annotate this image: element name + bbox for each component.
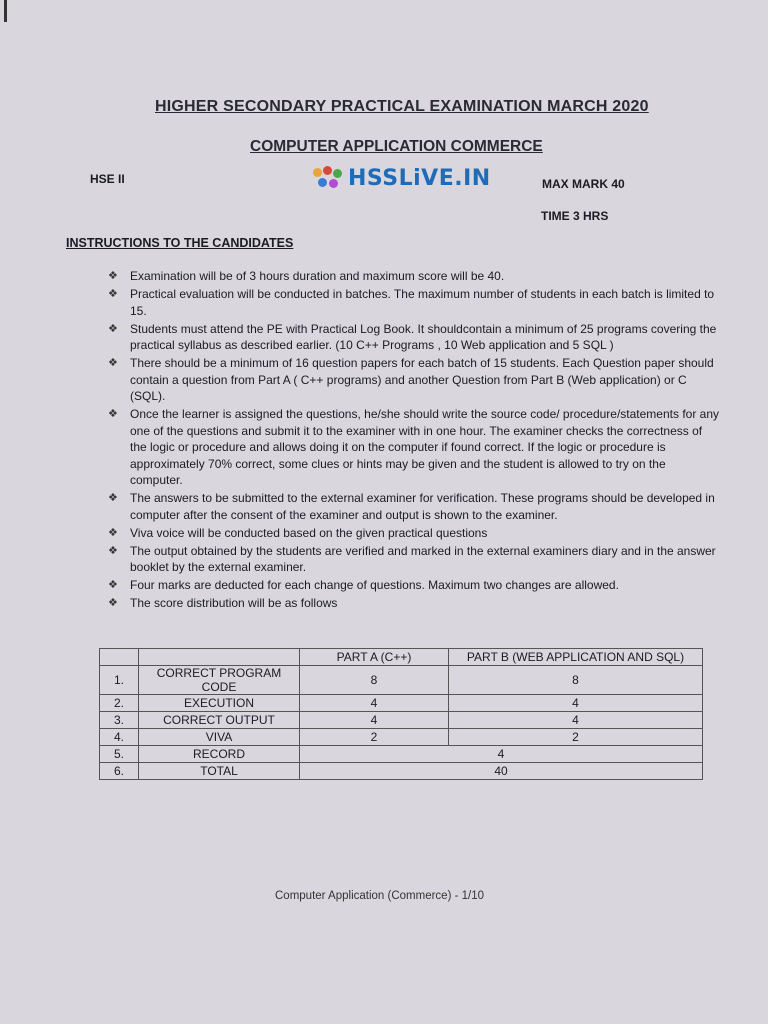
row-criterion: RECORD xyxy=(139,746,300,763)
students-icon xyxy=(312,166,344,190)
instructions-heading: INSTRUCTIONS TO THE CANDIDATES xyxy=(66,236,294,250)
row-part-a: 4 xyxy=(300,695,449,712)
table-row xyxy=(100,712,703,729)
diamond-bullet-icon: ❖ xyxy=(108,492,118,504)
instruction-item: ❖ Examination will be of 3 hours duration and maximum score will be 40. xyxy=(108,269,505,283)
page-footer: Computer Application (Commerce) - 1/10 xyxy=(275,890,484,902)
max-mark: MAX MARK 40 xyxy=(542,177,625,191)
table-row xyxy=(100,666,703,695)
row-criterion: CORRECT OUTPUT xyxy=(139,712,300,729)
row-number: 5. xyxy=(100,746,139,763)
diamond-bullet-icon: ❖ xyxy=(108,544,118,557)
instruction-item: ❖ There should be a minimum of 16 question papers for each batch of 15 students. Each Question paper should contain a question from Part A ( C++ programs) and another Question from Part B (Web application) or C (SQL). xyxy=(108,356,714,403)
diamond-bullet-icon: ❖ xyxy=(108,322,118,335)
instruction-item: ❖ The score distribution will be as follows xyxy=(108,596,338,610)
row-part-b: 4 xyxy=(449,695,703,712)
row-number: 1. xyxy=(100,666,139,695)
row-part-b: 8 xyxy=(449,666,703,695)
score-distribution-table xyxy=(99,648,703,780)
class-label: HSE II xyxy=(90,172,125,186)
instruction-item: ❖ The answers to be submitted to the external examiner for verification. These programs should be developed in computer after the consent of the examiner and output is shown to the examiner. xyxy=(108,491,715,522)
row-number: 6. xyxy=(100,763,139,780)
instruction-item: ❖ Four marks are deducted for each change of questions. Maximum two changes are allowed. xyxy=(108,578,619,592)
row-number: 2. xyxy=(100,695,139,712)
page-subtitle: COMPUTER APPLICATION COMMERCE xyxy=(250,138,543,155)
diamond-bullet-icon: ❖ xyxy=(108,579,118,591)
diamond-bullet-icon: ❖ xyxy=(108,357,118,369)
row-part-a: 8 xyxy=(300,666,449,695)
diamond-bullet-icon: ❖ xyxy=(108,526,118,539)
table-row xyxy=(100,763,703,780)
row-number: 4. xyxy=(100,729,139,746)
row-combined-score: 4 xyxy=(300,746,703,763)
row-criterion: VIVA xyxy=(139,729,300,746)
header-cell xyxy=(139,649,300,666)
instruction-item: ❖ Students must attend the PE with Practical Log Book. It shouldcontain a minimum of 25 programs covering the practical syllabus as described earlier. (10 C++ Programs , 10 Web application and 5 SQL ) xyxy=(108,321,717,352)
header-cell xyxy=(100,649,139,666)
table-header-row xyxy=(100,649,703,666)
table-row xyxy=(100,695,703,712)
table-row xyxy=(100,746,703,763)
instructions-list xyxy=(108,268,720,613)
hsslive-logo xyxy=(312,164,491,192)
diamond-bullet-icon: ❖ xyxy=(108,270,118,282)
row-part-b: 2 xyxy=(449,729,703,746)
instruction-item: ❖ Viva voice will be conducted based on the given practical questions xyxy=(108,525,488,540)
row-part-a: 2 xyxy=(300,729,449,746)
instruction-item: ❖ Once the learner is assigned the questions, he/she should write the source code/ procedure/statements for any one of the questions and submit it to the examiner with in one hour. The examiner checks the correctness of the logic or procedure and allows doing it on the computer if found correct. If the logic or procedure is approximately 70% correct, some clues or hints may be given and the student is allowed to try on the computer. xyxy=(108,407,720,487)
row-combined-score: 40 xyxy=(300,763,703,780)
header-cell-part-a: PART A (C++) xyxy=(300,649,449,666)
diamond-bullet-icon: ❖ xyxy=(108,597,118,609)
diamond-bullet-icon: ❖ xyxy=(108,288,118,300)
header-cell-part-b: PART B (WEB APPLICATION AND SQL) xyxy=(449,649,703,666)
row-criterion: EXECUTION xyxy=(139,695,300,712)
instruction-item: ❖ The output obtained by the students are verified and marked in the external examiners diary and in the answer booklet by the external examiner. xyxy=(108,543,716,574)
page-title: HIGHER SECONDARY PRACTICAL EXAMINATION MARCH 2020 xyxy=(155,98,649,115)
row-criterion: CORRECT PROGRAM CODE xyxy=(139,666,300,695)
diamond-bullet-icon: ❖ xyxy=(108,408,118,420)
row-number: 3. xyxy=(100,712,139,729)
row-part-a: 4 xyxy=(300,712,449,729)
row-criterion: TOTAL xyxy=(139,763,300,780)
exam-time: TIME 3 HRS xyxy=(541,209,609,223)
table-row xyxy=(100,729,703,746)
row-part-b: 4 xyxy=(449,712,703,729)
logo-text: HSSLiVE.IN xyxy=(348,165,491,191)
instruction-item: ❖ Practical evaluation will be conducted in batches. The maximum number of students in each batch is limited to 15. xyxy=(108,287,715,318)
scan-edge-mark xyxy=(4,0,7,22)
